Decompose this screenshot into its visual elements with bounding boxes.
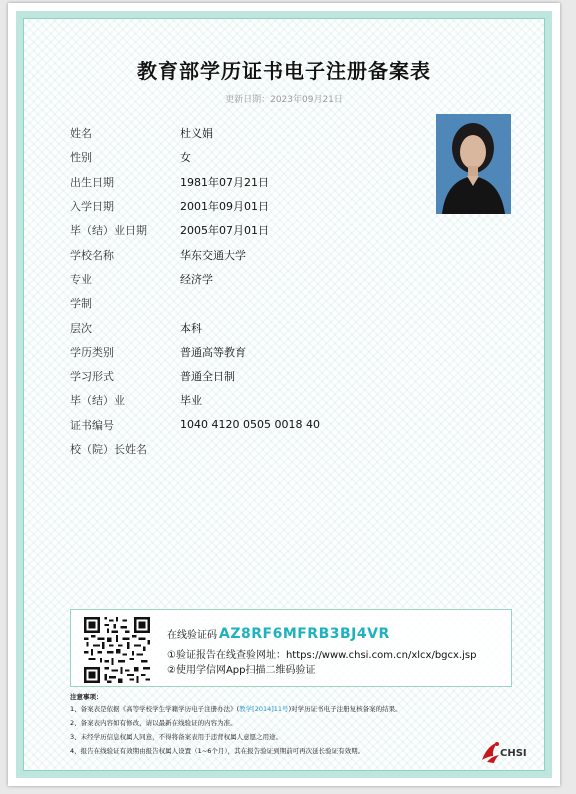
field-row-level xyxy=(70,315,320,339)
field-row-major xyxy=(70,267,320,291)
notes-section xyxy=(70,692,490,760)
verification-code-label: 在线验证码 xyxy=(167,630,217,641)
portrait-photo xyxy=(436,114,511,214)
field-value: 普通全日制 xyxy=(180,370,235,384)
field-value: 杜义娟 xyxy=(180,127,213,141)
note-item-3: 3、未经学历信息权属人同意，不得将备案表用于违背权属人意愿之用途。 xyxy=(70,733,283,741)
document-title: 教育部学历证书电子注册备案表 xyxy=(137,59,431,83)
field-value: 女 xyxy=(180,151,191,165)
field-row-category xyxy=(70,340,320,364)
field-label: 学制 xyxy=(70,297,92,311)
field-row-gender xyxy=(70,145,320,169)
field-label: 姓名 xyxy=(70,127,92,141)
updated-date: 更新日期：2023年09月21日 xyxy=(225,95,343,105)
person-silhouette-icon xyxy=(436,114,511,214)
field-value: 本科 xyxy=(180,321,202,335)
field-label: 毕（结）业日期 xyxy=(70,224,147,238)
field-row-enrollment xyxy=(70,194,320,218)
verification-code-line xyxy=(167,626,390,642)
field-label: 层次 xyxy=(70,321,92,335)
field-value: 经济学 xyxy=(180,272,213,286)
field-label: 证书编号 xyxy=(70,418,114,432)
field-row-study-form xyxy=(70,364,320,388)
verification-app-line: ②使用学信网App扫描二维码验证 xyxy=(167,665,316,676)
note-item-1 xyxy=(70,704,490,713)
note-item-2: 2、备案表内容如有修改，请以最新在线验证的内容为准。 xyxy=(70,719,237,727)
verification-code[interactable]: AZ8RF6MFRB3BJ4VR xyxy=(219,626,390,642)
field-label: 学历类别 xyxy=(70,345,114,359)
field-label: 学校名称 xyxy=(70,248,114,262)
verification-url-line[interactable]: ①验证报告在线查验网址：https://www.chsi.com.cn/xlcx/bgcx.jsp xyxy=(167,650,477,661)
verification-panel xyxy=(70,609,512,687)
field-label: 毕（结）业 xyxy=(70,394,125,408)
note-item-4: 4、报告在线验证有效期由报告权属人设置（1~6个月），其在报告验证到期前可再次延长验证有效期。 xyxy=(70,747,365,755)
field-label: 入学日期 xyxy=(70,200,114,214)
document-page xyxy=(8,3,560,786)
field-value: 普通高等教育 xyxy=(180,345,246,359)
field-row-school xyxy=(70,242,320,266)
field-label: 性别 xyxy=(70,151,92,165)
notes-title: 注意事项： xyxy=(70,693,103,701)
qr-code-icon[interactable] xyxy=(84,617,150,683)
field-row-completion xyxy=(70,388,320,412)
field-value: 毕业 xyxy=(180,394,202,408)
field-label: 校（院）长姓名 xyxy=(70,443,147,456)
field-row-certificate-no xyxy=(70,413,320,437)
field-value: 1981年07月21日 xyxy=(180,175,269,189)
info-table xyxy=(70,121,320,461)
note-text: )对学历证书电子注册复核备案的结果。 xyxy=(288,705,402,713)
field-row-duration xyxy=(70,291,320,315)
field-row-name xyxy=(70,121,320,145)
field-value: 华东交通大学 xyxy=(180,248,246,262)
field-label: 出生日期 xyxy=(70,175,114,189)
regulation-link[interactable]: 教学[2014]11号 xyxy=(239,705,289,713)
field-label: 学习形式 xyxy=(70,370,114,384)
field-value: 2001年09月01日 xyxy=(180,200,269,214)
field-row-president xyxy=(70,437,320,461)
field-label: 专业 xyxy=(70,272,92,286)
field-value: 1040 4120 0505 0018 40 xyxy=(180,418,320,432)
chsi-logo-text: CHSI xyxy=(500,748,527,759)
field-row-graduation-date xyxy=(70,218,320,242)
field-row-birthdate xyxy=(70,170,320,194)
field-value: 2005年07月01日 xyxy=(180,224,269,238)
note-text: 1、备案表是依据《高等学校学生学籍学历电子注册办法》( xyxy=(70,705,240,713)
